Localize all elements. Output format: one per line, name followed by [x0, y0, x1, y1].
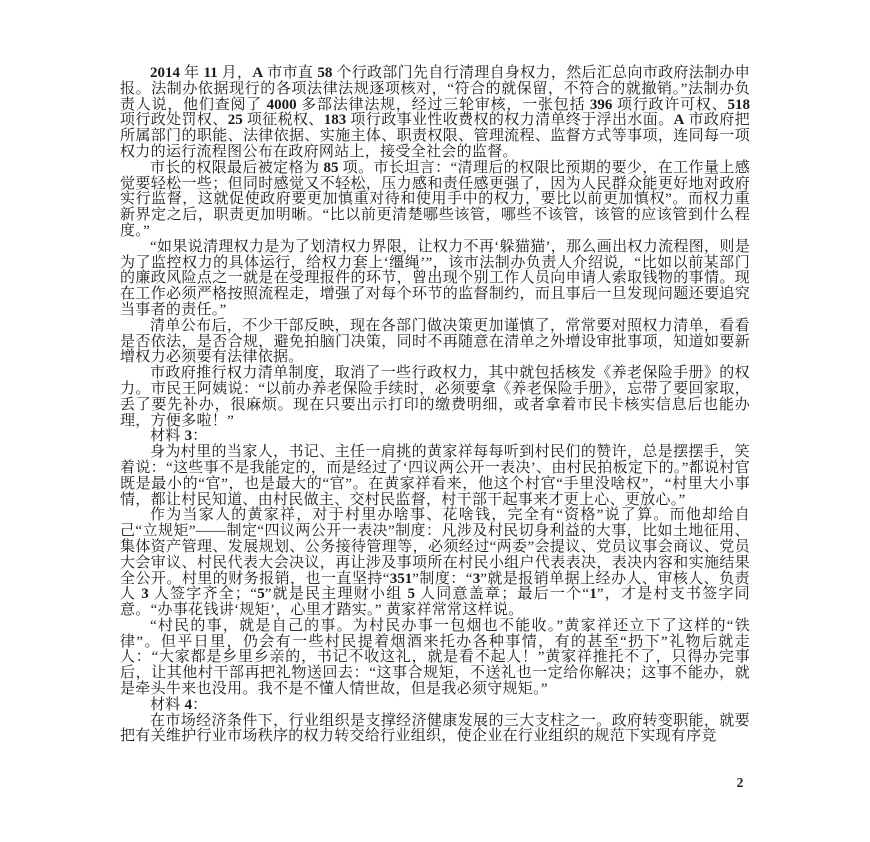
paragraph: 清单公布后，不少干部反映，现在各部门做决策更加谨慎了，常常要对照权力清单，看看是否依法，是否合规，避免拍脑门决策，同时不再随意在清单之外增设审批事项，知道如要新增权力必须要有法律依据。	[120, 317, 750, 366]
paragraph: 在市场经济条件下，行业组织是支撑经济健康发展的三大支柱之一。政府转变职能，就要把有关维护行业市场秩序的权力转交给行业组织，使企业在行业组织的规范下实现有序竞	[120, 712, 750, 745]
document-body	[120, 66, 750, 745]
paragraph: “村民的事，就是自己的事。为村民办事一包烟也不能收。”黄家祥还立下了这样的“铁律”。但平日里，仍会有一些村民提着烟酒来托办各种事情，有的甚至“扔下”礼物后就走人：“大家都是乡里乡亲的，书记不收这礼，就是看不起人！”黄家祥推托不了，只得办完事后，让其他村干部再把礼物送回去：“这事合规矩，不送礼也一定给你解决；这事不能办，就是牵头牛来也没用。我不是不懂人情世故，但是我必须守规矩。”	[120, 617, 750, 698]
paragraph: 身为村里的当家人，书记、主任一肩挑的黄家祥每每听到村民们的赞许，总是摆摆手，笑着说：“这些事不是我能定的，而是经过了‘四议两公开一表决’、由村民拍板定下的。”都说村官既是最小的“官”，也是最大的“官”。在黄家祥看来，他这个村官“手里没啥权”，“村里大小事情，都让村民知道、由村民做主、交村民监督，村干部干起事来才更上心、更放心。”	[120, 444, 750, 508]
paragraph: 材料 4：	[150, 696, 208, 713]
page-number: 2	[736, 775, 744, 790]
paragraph: 作为当家人的黄家祥，对于村里办啥事、花啥钱，完全有“资格”说了算。而他却给自己“立规矩”——制定“四议两公开一表决”制度：凡涉及村民切身利益的大事，比如土地征用、集体资产管理、发展规划、公务接待管理等，必须经过“两委”会提议、党员议事会商议、党员大会审议、村民代表大会决议，再让涉及事项所在村民小组户代表表决，表决内容和实施结果全公开。村里的财务报销，也一直坚持“351”制度：“3”就是报销单据上经办人、审核人、负责人 3 人签字齐全；“5”就是民主理财小组 5 人同意盖章；最后一个“1”，才是村支书签字同意。“办事花钱讲‘规矩’，心里才踏实。” 黄家祥常常这样说。	[120, 507, 750, 619]
paragraph: 市长的权限最后被定格为 85 项。市长坦言：“清理后的权限比预期的要少，在工作量上感觉要轻松一些；但同时感觉又不轻松，压力感和责任感更强了，因为人民群众能更好地对政府实行监督，这就促使政府要更加慎重对待和使用手中的权力，要比以前更加慎权”。而权力重新界定之后，职责更加明晰。“比以前更清楚哪些该管，哪些不该管，该管的应该管到什么程度。”	[120, 159, 750, 239]
paragraph: “如果说清理权力是为了划清权力界限，让权力不再‘躲猫猫’，那么画出权力流程图，则是为了监控权力的具体运行，给权力套上‘缰绳’”，该市法制办负责人介绍说，“比如以前某部门的廉政风险点之一就是在受理报件的环节，曾出现个别工作人员向申请人索取钱物的事情。现在工作必须严格按照流程走，增强了对每个环节的监督制约，而且事后一旦发现问题还要追究当事者的责任。”	[120, 238, 750, 318]
paragraph: 市政府推行权力清单制度，取消了一些行政权力，其中就包括核发《养老保险手册》的权力。市民王阿姨说：“以前办养老保险手续时，必须要拿《养老保险手册》，忘带了要回家取，丢了要先补办，很麻烦。现在只要出示打印的缴费明细，或者拿着市民卡核实信息后也能办理，方便多啦！”	[120, 365, 750, 429]
paragraph: 材料 3：	[150, 428, 208, 445]
paragraph: 2014 年 11 月，A 市市直 58 个行政部门先自行清理自身权力，然后汇总向市政府法制办申报。法制办依据现行的各项法律法规逐项核对，“符合的就保留，不符合的就撤销。”法制办负责人说，他们查阅了 4000 多部法律法规，经过三轮审核，一张包括 396 项行政许可权、518 项行政处罚权、25 项征税权、183 项行政事业性收费权的权力清单终于浮出水面。A 市政府把所属部门的职能、法律依据、实施主体、职责权限、管理流程、监督方式等事项，连同每一项权力的运行流程图公布在政府网站上，接受全社会的监督。	[120, 65, 751, 160]
